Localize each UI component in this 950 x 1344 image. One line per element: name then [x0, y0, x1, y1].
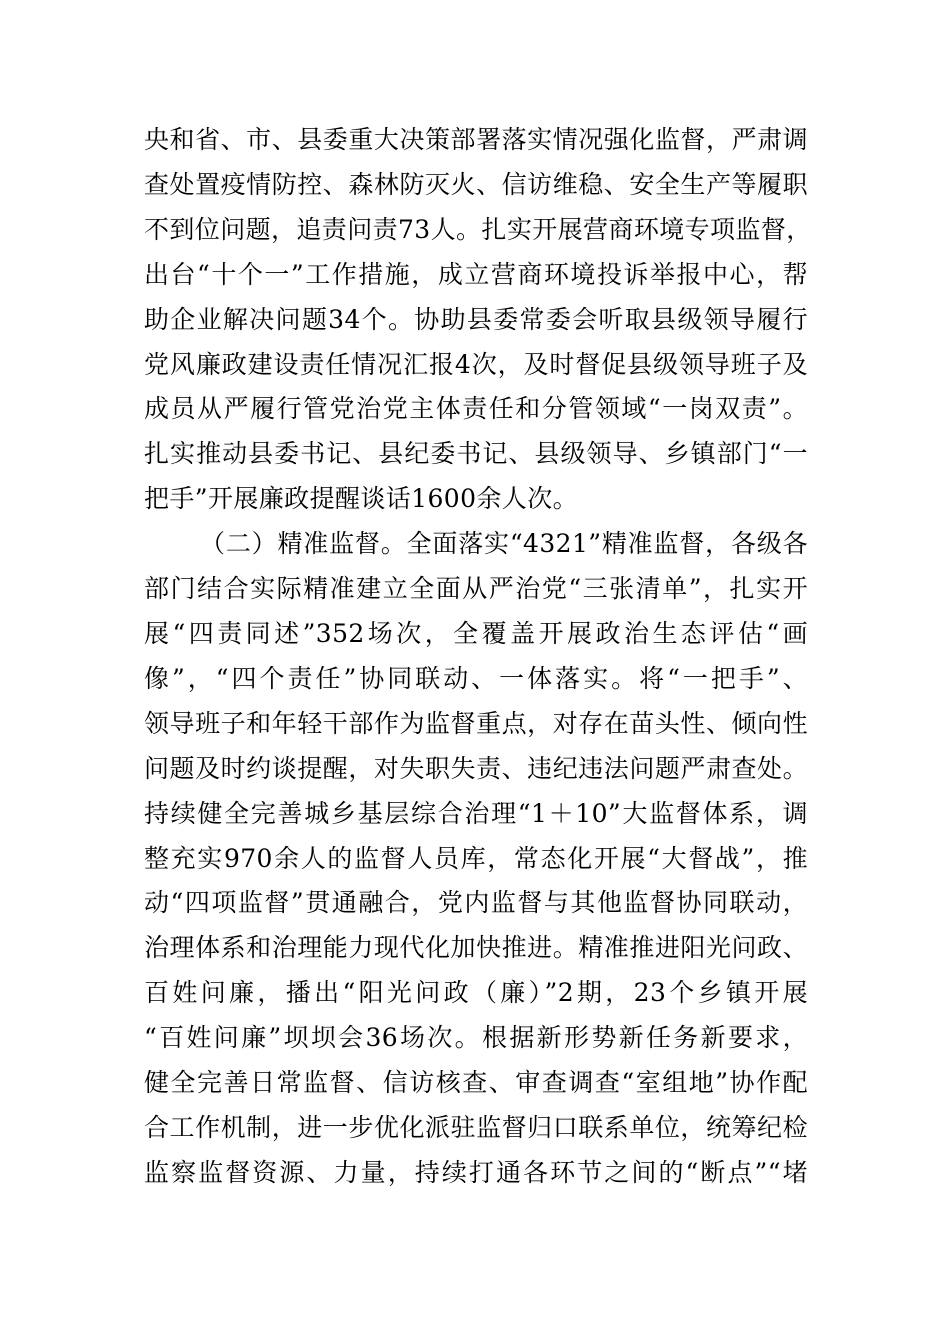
- text-line: 展“四责同述”352场次，全覆盖开展政治生态评估“画: [144, 618, 808, 648]
- text-line: 治理体系和治理能力现代化加快推进。精准推进阳光问政、: [144, 933, 808, 963]
- text-line: 成员从严履行管党治党主体责任和分管领域“一岗双责”。: [144, 394, 808, 424]
- text-line: “百姓问廉”坝坝会36场次。根据新形势新任务新要求，: [144, 1023, 808, 1053]
- text-line: 整充实970余人的监督人员库，常态化开展“大督战”，推: [144, 843, 808, 873]
- text-line: 健全完善日常监督、信访核查、审查调查“室组地”协作配: [144, 1068, 808, 1098]
- body-text: [144, 118, 812, 1196]
- text-line: 把手”开展廉政提醒谈话1600余人次。: [144, 484, 579, 514]
- text-line: 动“四项监督”贯通融合，党内监督与其他监督协同联动，: [144, 888, 808, 918]
- text-line: 不到位问题，追责问责73人。扎实开展营商环境专项监督，: [144, 214, 812, 244]
- text-line: 像”，“四个责任”协同联动、一体落实。将“一把手”、: [144, 663, 808, 693]
- text-line: 领导班子和年轻干部作为监督重点，对存在苗头性、倾向性: [144, 708, 808, 738]
- text-line: 问题及时约谈提醒，对失职失责、违纪违法问题严肃查处。: [144, 753, 808, 783]
- text-line: 合工作机制，进一步优化派驻监督归口联系单位，统筹纪检: [144, 1112, 808, 1142]
- text-line: 党风廉政建设责任情况汇报4次，及时督促县级领导班子及: [144, 349, 808, 379]
- paragraph-2: [144, 522, 808, 1196]
- paragraph-1: [144, 118, 812, 522]
- text-line: 监察监督资源、力量，持续打通各环节之间的“断点”“堵: [144, 1157, 808, 1187]
- text-line: 助企业解决问题34个。协助县委常委会听取县级领导履行: [144, 304, 808, 334]
- section-heading: （二）精准监督。: [200, 529, 407, 559]
- text-line: [144, 522, 808, 567]
- text-line: 查处置疫情防控、森林防灭火、信访维稳、安全生产等履职: [144, 169, 808, 199]
- text-line: 央和省、市、县委重大决策部署落实情况强化监督，严肃调: [144, 125, 808, 154]
- text-line: 扎实推动县委书记、县纪委书记、县级领导、乡镇部门“一: [144, 439, 808, 469]
- text-line: 出台“十个一”工作措施，成立营商环境投诉举报中心，帮: [144, 259, 808, 289]
- text-line: 百姓问廉，播出“阳光问政（廉）”2期，23个乡镇开展: [144, 978, 808, 1008]
- text-line: 持续健全完善城乡基层综合治理“1＋10”大监督体系，调: [144, 798, 808, 828]
- text-line: 部门结合实际精准建立全面从严治党“三张清单”，扎实开: [144, 574, 808, 604]
- text-segment: 全面落实“4321”精准监督，各级各: [406, 529, 809, 559]
